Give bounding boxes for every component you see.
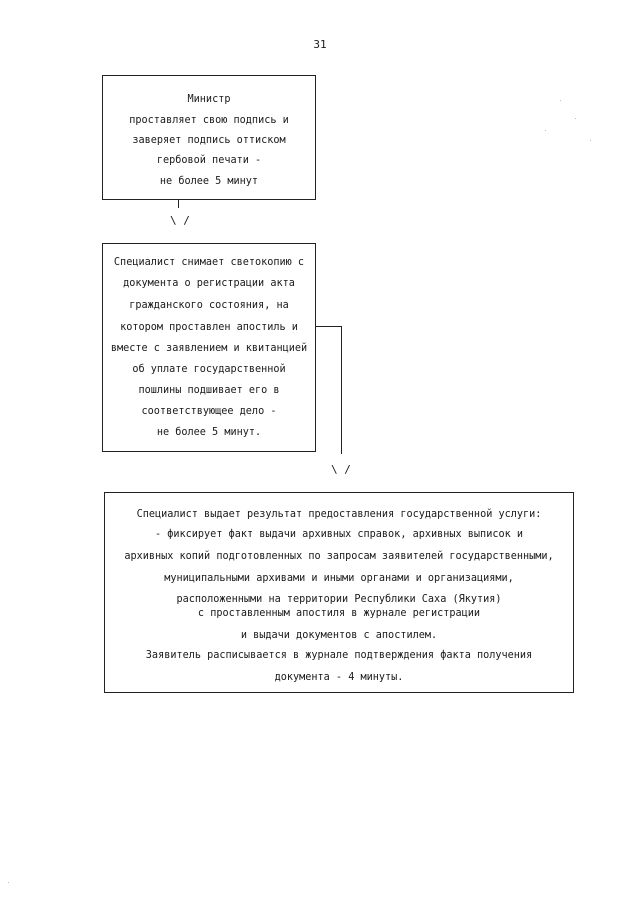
connector-line — [178, 200, 179, 208]
scan-speck — [560, 100, 561, 101]
step-minister-line: не более 5 минут — [159, 176, 259, 187]
step-specialist-copy-line: документа о регистрации акта — [123, 278, 295, 289]
page-number: 31 — [313, 38, 327, 51]
step-issue-result-box — [104, 492, 574, 693]
step-issue-result-line: и выдачи документов с апостилем. — [240, 630, 438, 641]
scan-speck — [545, 130, 546, 131]
step-minister-box — [102, 75, 316, 200]
step-specialist-copy-line: котором проставлен апостиль и — [120, 322, 298, 333]
step-specialist-copy-line: Специалист снимает светокопию с — [113, 257, 305, 268]
step-minister-line: заверяет подпись оттиском — [132, 135, 286, 146]
step-specialist-copy-line: не более 5 минут. — [156, 427, 262, 438]
scan-speck — [8, 882, 9, 883]
step-specialist-copy-line: об уплате государственной — [132, 364, 286, 375]
step-issue-result-line: архивных копий подготовленных по запросам заявителей государственными, — [124, 551, 554, 562]
down-arrow-icon: \ / — [170, 214, 190, 227]
step-minister-line: гербовой печати - — [156, 155, 262, 166]
connector-line — [316, 326, 342, 327]
step-issue-result-line: расположенными на территории Республики Саха (Якутия) — [176, 594, 502, 605]
step-issue-result-line: Заявитель расписывается в журнале подтверждения факта получения — [145, 650, 533, 661]
step-issue-result-line: Специалист выдает результат предоставления государственной услуги: — [136, 509, 542, 520]
step-specialist-copy-line: соответствующее дело - — [141, 406, 277, 417]
step-specialist-copy-line: гражданского состояния, на — [129, 300, 289, 311]
step-minister-line: проставляет свою подпись и — [129, 115, 289, 126]
connector-line — [341, 326, 342, 454]
step-specialist-copy-line: вместе с заявлением и квитанцией — [110, 343, 308, 354]
step-issue-result-line: муниципальными архивами и иными органами и организациями, — [164, 573, 514, 584]
step-specialist-copy-box — [102, 243, 316, 452]
step-minister-line: Министр — [187, 94, 231, 105]
scan-speck — [575, 118, 576, 119]
step-issue-result-line: - фиксирует факт выдачи архивных справок, архивных выписок и — [154, 529, 523, 540]
down-arrow-icon: \ / — [331, 463, 351, 476]
step-issue-result-line: документа - 4 минуты. — [274, 672, 404, 683]
scan-speck — [590, 140, 591, 141]
step-issue-result-line: с проставленным апостиля в журнале регистрации — [197, 608, 481, 619]
step-specialist-copy-line: пошлины подшивает его в — [138, 385, 280, 396]
